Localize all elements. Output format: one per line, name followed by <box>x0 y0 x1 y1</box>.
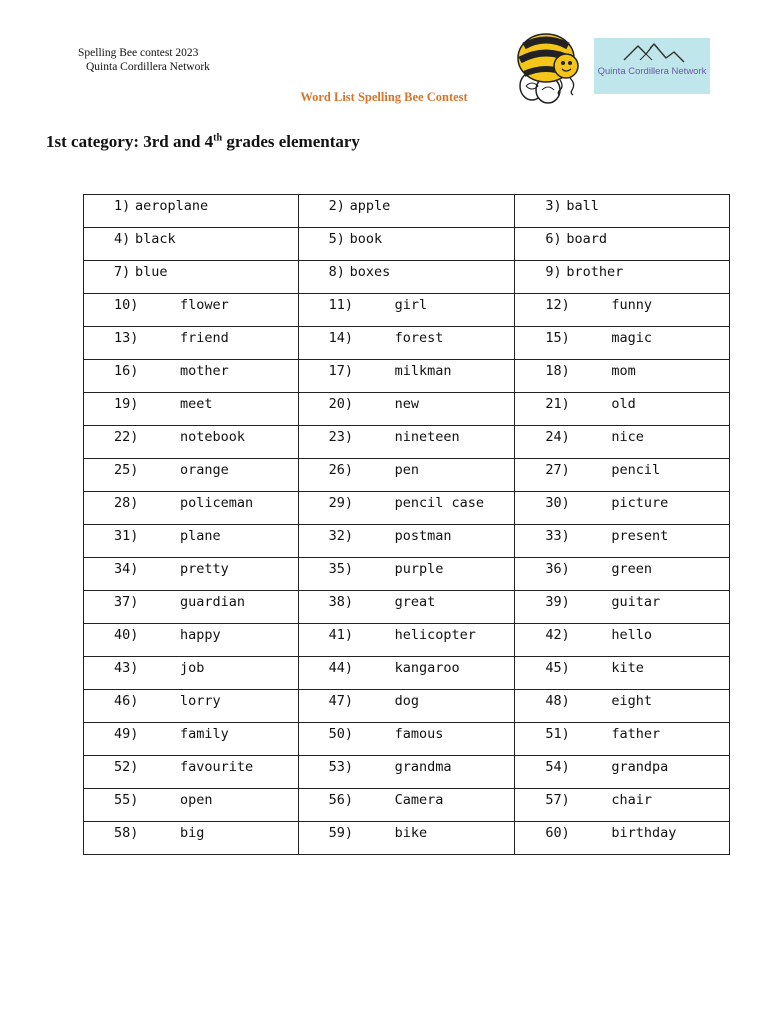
word-text: birthday <box>611 825 677 841</box>
word-text: father <box>611 726 661 742</box>
word-cell <box>298 492 515 525</box>
network-logo-text: Quinta Cordillera Network <box>597 66 707 77</box>
word-text: Camera <box>394 792 444 808</box>
word-list-table <box>83 194 730 855</box>
word-number: 15) <box>545 330 570 346</box>
table-row <box>84 723 730 756</box>
word-text: meet <box>180 396 213 412</box>
word-cell-content <box>515 360 729 392</box>
word-text: apple <box>349 198 391 214</box>
word-cell-content <box>299 756 515 788</box>
word-cell <box>298 525 515 558</box>
word-number: 38) <box>328 594 354 610</box>
word-text: board <box>566 231 607 247</box>
word-cell-content <box>84 525 298 557</box>
word-cell-content <box>299 624 515 656</box>
word-number: 1) <box>114 198 131 214</box>
word-cell <box>515 327 730 360</box>
word-cell <box>515 228 730 261</box>
word-cell-content <box>84 459 298 491</box>
word-cell-content <box>515 657 729 689</box>
word-cell-content <box>515 459 729 491</box>
word-cell-content <box>84 822 298 854</box>
word-cell-content <box>84 723 298 755</box>
word-text: funny <box>611 297 652 313</box>
word-number: 27) <box>545 462 570 478</box>
table-row <box>84 591 730 624</box>
word-cell <box>84 294 299 327</box>
word-cell <box>298 723 515 756</box>
word-text: boxes <box>349 264 391 280</box>
word-number: 50) <box>328 726 354 742</box>
word-text: guitar <box>611 594 661 610</box>
category-heading <box>46 132 360 152</box>
word-number: 4) <box>114 231 131 247</box>
word-cell <box>84 327 299 360</box>
word-cell <box>84 393 299 426</box>
word-text: green <box>611 561 652 577</box>
word-number: 53) <box>328 759 354 775</box>
word-cell-content <box>84 228 298 260</box>
word-text: nineteen <box>394 429 460 445</box>
word-cell <box>298 195 515 228</box>
word-cell <box>515 723 730 756</box>
word-cell <box>84 426 299 459</box>
word-text: pencil case <box>394 495 485 511</box>
word-number: 18) <box>545 363 570 379</box>
word-text: kite <box>611 660 644 676</box>
word-cell-content <box>515 426 729 458</box>
word-cell-content <box>299 822 515 854</box>
word-number: 47) <box>328 693 354 709</box>
word-cell <box>84 459 299 492</box>
word-cell <box>515 525 730 558</box>
word-text: great <box>394 594 436 610</box>
word-cell-content <box>84 426 298 458</box>
word-cell <box>515 360 730 393</box>
document-header <box>78 46 210 74</box>
word-number: 36) <box>545 561 570 577</box>
word-cell-content <box>299 558 515 590</box>
word-cell <box>298 690 515 723</box>
word-cell <box>515 261 730 294</box>
word-number: 6) <box>545 231 562 247</box>
word-number: 51) <box>545 726 570 742</box>
word-cell <box>515 657 730 690</box>
word-text: job <box>180 660 205 676</box>
word-number: 45) <box>545 660 570 676</box>
word-cell <box>298 591 515 624</box>
word-text: pretty <box>180 561 229 577</box>
word-cell-content <box>84 360 298 392</box>
word-cell <box>84 261 299 294</box>
word-cell-content <box>84 195 298 227</box>
word-cell-content <box>299 426 515 458</box>
table-row <box>84 525 730 558</box>
word-text: milkman <box>394 363 452 379</box>
word-text: bike <box>394 825 428 841</box>
word-text: mom <box>611 363 636 379</box>
word-cell-content <box>515 228 729 260</box>
word-number: 56) <box>328 792 354 808</box>
word-cell-content <box>84 624 298 656</box>
word-cell <box>84 591 299 624</box>
word-cell-content <box>299 591 515 623</box>
word-number: 52) <box>114 759 139 775</box>
word-cell <box>298 459 515 492</box>
word-number: 44) <box>328 660 354 676</box>
word-cell <box>515 789 730 822</box>
word-cell <box>298 624 515 657</box>
word-cell <box>298 393 515 426</box>
word-cell <box>515 756 730 789</box>
word-text: flower <box>180 297 229 313</box>
table-row <box>84 327 730 360</box>
word-number: 43) <box>114 660 139 676</box>
word-cell <box>298 657 515 690</box>
word-cell-content <box>84 657 298 689</box>
word-number: 60) <box>545 825 570 841</box>
word-cell <box>84 624 299 657</box>
word-cell <box>84 525 299 558</box>
word-cell-content <box>84 789 298 821</box>
table-row <box>84 459 730 492</box>
word-text: picture <box>611 495 669 511</box>
word-text: purple <box>394 561 444 577</box>
word-text: aeroplane <box>135 198 209 214</box>
table-row <box>84 789 730 822</box>
word-number: 39) <box>545 594 570 610</box>
word-cell-content <box>84 690 298 722</box>
word-cell-content <box>299 690 515 722</box>
word-text: kangaroo <box>394 660 460 676</box>
word-text: guardian <box>180 594 246 610</box>
word-cell-content <box>299 228 515 260</box>
word-cell-content <box>515 591 729 623</box>
table-row <box>84 657 730 690</box>
word-text: grandma <box>394 759 452 775</box>
word-cell <box>515 822 730 855</box>
word-cell <box>298 327 515 360</box>
word-cell-content <box>515 294 729 326</box>
word-text: lorry <box>180 693 221 709</box>
word-cell-content <box>515 690 729 722</box>
word-cell-content <box>84 591 298 623</box>
word-text: family <box>180 726 229 742</box>
table-row <box>84 261 730 294</box>
word-text: orange <box>180 462 229 478</box>
word-text: grandpa <box>611 759 669 775</box>
word-cell <box>84 822 299 855</box>
document-title <box>0 90 768 105</box>
word-cell-content <box>299 789 515 821</box>
word-text: ball <box>566 198 599 214</box>
word-text: big <box>180 825 205 841</box>
word-cell <box>298 261 515 294</box>
word-cell-content <box>84 558 298 590</box>
word-text: pencil <box>611 462 661 478</box>
word-number: 42) <box>545 627 570 643</box>
word-cell <box>84 756 299 789</box>
word-cell-content <box>299 195 515 227</box>
word-number: 54) <box>545 759 570 775</box>
word-text: notebook <box>180 429 246 445</box>
word-number: 28) <box>114 495 139 511</box>
word-number: 8) <box>328 264 345 280</box>
word-cell-content <box>515 327 729 359</box>
word-text: hello <box>611 627 652 643</box>
word-cell <box>298 360 515 393</box>
word-number: 37) <box>114 594 139 610</box>
word-text: plane <box>180 528 221 544</box>
word-cell-content <box>515 624 729 656</box>
table-row <box>84 492 730 525</box>
word-text: open <box>180 792 213 808</box>
word-number: 26) <box>328 462 354 478</box>
word-number: 48) <box>545 693 570 709</box>
word-cell <box>515 591 730 624</box>
word-cell <box>84 360 299 393</box>
word-number: 21) <box>545 396 570 412</box>
table-row <box>84 228 730 261</box>
word-cell-content <box>299 393 515 425</box>
word-cell-content <box>299 657 515 689</box>
word-text: pen <box>394 462 420 478</box>
word-number: 55) <box>114 792 139 808</box>
word-text: eight <box>611 693 652 709</box>
word-cell <box>515 426 730 459</box>
word-cell <box>515 459 730 492</box>
word-text: helicopter <box>394 627 476 643</box>
word-cell-content <box>515 558 729 590</box>
word-number: 33) <box>545 528 570 544</box>
word-number: 25) <box>114 462 139 478</box>
word-text: blue <box>135 264 168 280</box>
word-cell-content <box>84 327 298 359</box>
word-number: 14) <box>328 330 354 346</box>
table-row <box>84 624 730 657</box>
word-number: 22) <box>114 429 139 445</box>
word-cell-content <box>299 327 515 359</box>
table-row <box>84 558 730 591</box>
word-number: 57) <box>545 792 570 808</box>
document-title-text: Word List Spelling Bee Contest <box>300 90 468 104</box>
word-cell <box>298 822 515 855</box>
word-cell-content <box>515 492 729 524</box>
word-cell-content <box>515 723 729 755</box>
word-cell <box>515 558 730 591</box>
word-number: 13) <box>114 330 139 346</box>
word-number: 59) <box>328 825 354 841</box>
word-cell-content <box>299 723 515 755</box>
network-logo <box>594 38 710 94</box>
word-text: girl <box>394 297 428 313</box>
word-number: 30) <box>545 495 570 511</box>
word-cell-content <box>515 525 729 557</box>
word-text: mother <box>180 363 229 379</box>
word-cell-content <box>299 261 515 293</box>
word-number: 16) <box>114 363 139 379</box>
word-cell <box>515 492 730 525</box>
word-cell <box>84 195 299 228</box>
word-text: present <box>611 528 669 544</box>
word-number: 58) <box>114 825 139 841</box>
word-cell-content <box>515 756 729 788</box>
word-cell <box>84 657 299 690</box>
table-row <box>84 756 730 789</box>
category-prefix: 1st category: 3rd and 4 <box>46 132 214 151</box>
word-text: chair <box>611 792 652 808</box>
word-cell <box>298 426 515 459</box>
word-cell <box>515 690 730 723</box>
word-cell <box>84 723 299 756</box>
table-row <box>84 690 730 723</box>
table-row <box>84 426 730 459</box>
word-number: 31) <box>114 528 139 544</box>
word-text: postman <box>394 528 452 544</box>
word-cell-content <box>299 525 515 557</box>
word-cell-content <box>299 459 515 491</box>
word-number: 9) <box>545 264 562 280</box>
word-number: 34) <box>114 561 139 577</box>
word-text: happy <box>180 627 221 643</box>
table-row <box>84 195 730 228</box>
word-number: 20) <box>328 396 354 412</box>
word-cell-content <box>515 261 729 293</box>
word-cell <box>84 789 299 822</box>
table-row <box>84 822 730 855</box>
word-text: book <box>349 231 383 247</box>
word-cell <box>84 492 299 525</box>
word-list-body <box>84 195 730 855</box>
word-cell <box>298 294 515 327</box>
word-cell <box>298 789 515 822</box>
word-number: 29) <box>328 495 354 511</box>
word-text: policeman <box>180 495 254 511</box>
word-number: 5) <box>328 231 345 247</box>
header-line-contest: Spelling Bee contest 2023 <box>78 47 199 59</box>
word-cell <box>515 393 730 426</box>
table-row <box>84 393 730 426</box>
word-number: 11) <box>328 297 354 313</box>
word-cell-content <box>299 360 515 392</box>
word-text: dog <box>394 693 420 709</box>
word-cell <box>515 294 730 327</box>
word-cell-content <box>299 294 515 326</box>
word-number: 12) <box>545 297 570 313</box>
word-number: 35) <box>328 561 354 577</box>
word-number: 3) <box>545 198 562 214</box>
word-cell-content <box>84 294 298 326</box>
word-cell-content <box>84 261 298 293</box>
word-cell <box>515 195 730 228</box>
word-cell <box>84 558 299 591</box>
word-number: 7) <box>114 264 131 280</box>
word-number: 40) <box>114 627 139 643</box>
header-line-network: Quinta Cordillera Network <box>86 61 210 73</box>
word-number: 49) <box>114 726 139 742</box>
word-cell <box>298 558 515 591</box>
word-text: magic <box>611 330 652 346</box>
word-text: old <box>611 396 636 412</box>
word-cell-content <box>515 393 729 425</box>
word-number: 32) <box>328 528 354 544</box>
word-number: 19) <box>114 396 139 412</box>
word-cell <box>84 228 299 261</box>
table-row <box>84 360 730 393</box>
word-text: black <box>135 231 176 247</box>
table-row <box>84 294 730 327</box>
category-suffix: grades elementary <box>222 132 360 151</box>
word-cell-content <box>84 492 298 524</box>
word-text: favourite <box>180 759 254 775</box>
word-text: nice <box>611 429 644 445</box>
word-cell <box>298 228 515 261</box>
word-cell-content <box>84 756 298 788</box>
word-cell-content <box>515 789 729 821</box>
word-text: brother <box>566 264 624 280</box>
word-cell-content <box>299 492 515 524</box>
word-number: 17) <box>328 363 354 379</box>
word-text: friend <box>180 330 229 346</box>
word-cell <box>84 690 299 723</box>
word-cell <box>298 756 515 789</box>
word-text: famous <box>394 726 444 742</box>
word-text: new <box>394 396 420 412</box>
word-number: 24) <box>545 429 570 445</box>
word-number: 10) <box>114 297 139 313</box>
word-cell-content <box>84 393 298 425</box>
word-cell-content <box>515 822 729 854</box>
word-cell <box>515 624 730 657</box>
category-superscript: th <box>213 132 223 144</box>
word-text: forest <box>394 330 444 346</box>
word-cell-content <box>515 195 729 227</box>
word-number: 46) <box>114 693 139 709</box>
word-number: 2) <box>328 198 345 214</box>
word-number: 23) <box>328 429 354 445</box>
word-number: 41) <box>328 627 354 643</box>
